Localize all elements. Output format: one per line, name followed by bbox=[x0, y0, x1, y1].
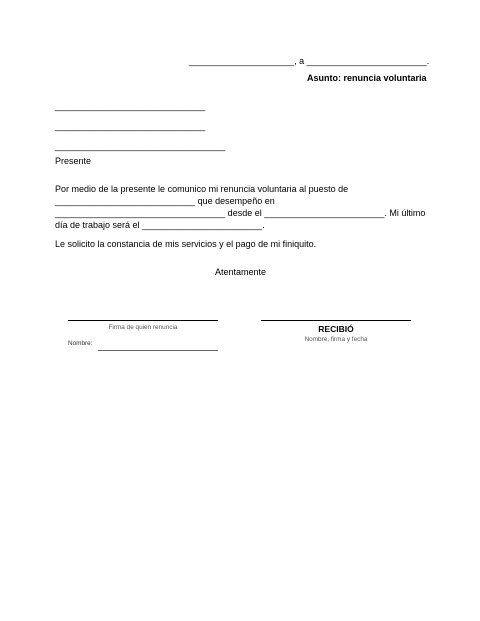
signature-line-right bbox=[261, 320, 411, 321]
subject-line: Asunto: renuncia voluntaria bbox=[307, 73, 427, 83]
body-line-1: Por medio de la presente le comunico mi renuncia voluntaria al puesto de bbox=[55, 184, 349, 194]
name-line bbox=[98, 350, 218, 351]
greeting: Presente bbox=[55, 156, 92, 166]
signature-caption-left: Firma de quien renuncia bbox=[108, 324, 178, 331]
recipient-line-2: ______________________________ bbox=[55, 121, 206, 131]
body-request: Le solicito la constancia de mis servicios y el pago de mi finiquito. bbox=[55, 239, 317, 249]
signature-caption-right: Nombre, firma y fecha bbox=[304, 336, 368, 343]
name-label: Nombre: bbox=[68, 340, 93, 347]
place-date-line: _____________________, a ________________________. bbox=[189, 56, 430, 66]
recipient-line-3: __________________________________ bbox=[55, 141, 226, 151]
body-line-3: __________________________________ desde el ________________________. Mi último bbox=[55, 208, 426, 218]
body-line-4: día de trabajo será el ________________________. bbox=[55, 220, 265, 230]
signature-line-left bbox=[68, 320, 218, 321]
recipient-line-1: ______________________________ bbox=[55, 101, 206, 111]
closing: Atentamente bbox=[215, 267, 267, 277]
body-line-2: ____________________________ que desempeño en bbox=[55, 196, 275, 206]
received-title: RECIBIÓ bbox=[318, 324, 354, 334]
